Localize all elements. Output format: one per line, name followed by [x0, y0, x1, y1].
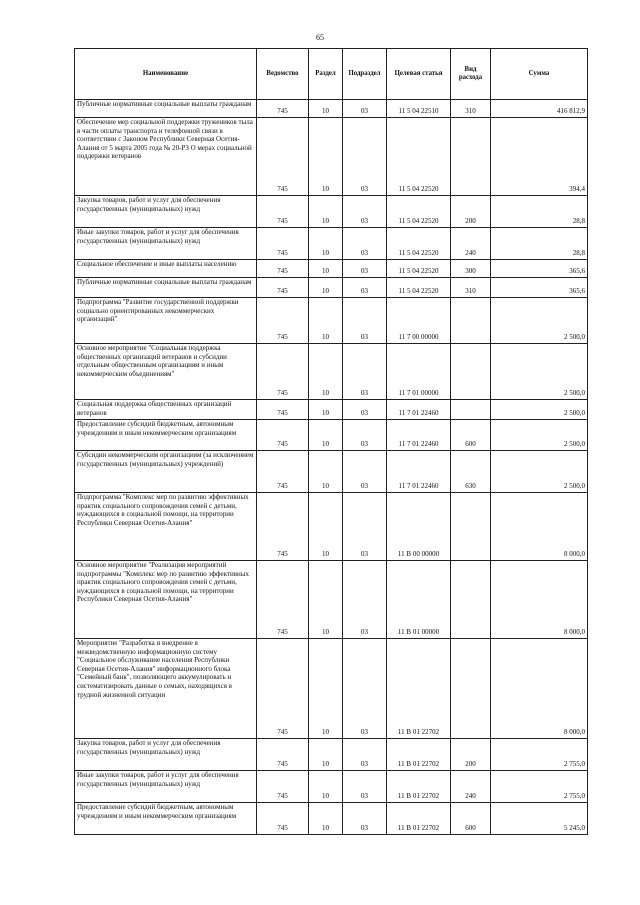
row-razdel: 10 — [309, 420, 343, 451]
table-row — [75, 228, 588, 260]
row-vedomstvo: 745 — [257, 400, 309, 420]
row-vedomstvo: 745 — [257, 493, 309, 561]
row-summa: 8 000,0 — [491, 561, 588, 639]
row-name: Иные закупки товаров, работ и услуг для обеспечения государственных (муниципальных) нужд — [75, 771, 257, 803]
row-razdel: 10 — [309, 298, 343, 344]
row-razdel: 10 — [309, 739, 343, 771]
row-summa: 365,6 — [491, 278, 588, 298]
row-name: Публичные нормативные социальные выплаты гражданам — [75, 278, 257, 298]
row-statya: 11 В 01 00000 — [387, 561, 451, 639]
table-row — [75, 451, 588, 493]
table-header-row — [75, 49, 588, 100]
table-row — [75, 196, 588, 228]
row-podrazdel: 03 — [343, 771, 387, 803]
row-podrazdel: 03 — [343, 278, 387, 298]
row-vid: 630 — [451, 451, 491, 493]
row-statya: 11 В 00 00000 — [387, 493, 451, 561]
row-vid: 200 — [451, 739, 491, 771]
row-vid — [451, 639, 491, 739]
row-podrazdel: 03 — [343, 451, 387, 493]
row-vedomstvo: 745 — [257, 561, 309, 639]
row-vid: 310 — [451, 100, 491, 118]
table-row — [75, 344, 588, 400]
table-row — [75, 118, 588, 196]
row-razdel: 10 — [309, 344, 343, 400]
row-razdel: 10 — [309, 561, 343, 639]
row-vedomstvo: 745 — [257, 298, 309, 344]
row-vid — [451, 493, 491, 561]
row-vedomstvo: 745 — [257, 639, 309, 739]
table-row — [75, 420, 588, 451]
row-vedomstvo: 745 — [257, 739, 309, 771]
page-number: 65 — [316, 33, 324, 42]
row-vid — [451, 561, 491, 639]
row-name: Субсидии некоммерческим организациям (за исключением государственных (муниципальных) учреждений) — [75, 451, 257, 493]
row-summa: 8 000,0 — [491, 493, 588, 561]
row-name: Закупка товаров, работ и услуг для обеспечения государственных (муниципальных) нужд — [75, 196, 257, 228]
row-podrazdel: 03 — [343, 639, 387, 739]
table-row — [75, 739, 588, 771]
table-row — [75, 278, 588, 298]
table-row — [75, 260, 588, 278]
row-podrazdel: 03 — [343, 739, 387, 771]
row-statya: 11 5 04 22510 — [387, 100, 451, 118]
row-summa: 28,8 — [491, 228, 588, 260]
row-vedomstvo: 745 — [257, 260, 309, 278]
header-statya: Целевая статья — [387, 49, 451, 100]
row-razdel: 10 — [309, 400, 343, 420]
row-podrazdel: 03 — [343, 196, 387, 228]
row-vedomstvo: 745 — [257, 420, 309, 451]
row-vid: 300 — [451, 260, 491, 278]
row-summa: 2 755,0 — [491, 739, 588, 771]
header-vedomstvo: Ведомство — [257, 49, 309, 100]
row-statya: 11 5 04 22520 — [387, 260, 451, 278]
row-podrazdel: 03 — [343, 228, 387, 260]
row-vid: 600 — [451, 420, 491, 451]
row-razdel: 10 — [309, 100, 343, 118]
header-summa: Сумма — [491, 49, 588, 100]
header-razdel: Раздел — [309, 49, 343, 100]
row-razdel: 10 — [309, 639, 343, 739]
row-vedomstvo: 745 — [257, 771, 309, 803]
row-name: Основное мероприятие "Реализация мероприятий подпрограммы "Комплекс мер по развитию эффективных практик социального сопровождения семей с детьми, нуждающихся в социальной помощи, на территории Республики Северная Осетия-Алания" — [75, 561, 257, 639]
row-name: Подпрограмма "Комплекс мер по развитию эффективных практик социального сопровождения семей с детьми, нуждающихся в социальной помощи, на территории Республики Северная Осетия-Алания" — [75, 493, 257, 561]
row-name: Предоставление субсидий бюджетным, автономным учреждениям и иным некоммерческим организациям — [75, 420, 257, 451]
row-statya: 11 7 01 22460 — [387, 420, 451, 451]
row-summa: 2 755,0 — [491, 771, 588, 803]
row-vid: 310 — [451, 278, 491, 298]
row-podrazdel: 03 — [343, 561, 387, 639]
table-row — [75, 561, 588, 639]
row-name: Социальная поддержка общественных организаций ветеранов — [75, 400, 257, 420]
row-statya: 11 7 01 22460 — [387, 451, 451, 493]
row-summa: 365,6 — [491, 260, 588, 278]
row-podrazdel: 03 — [343, 118, 387, 196]
row-razdel: 10 — [309, 196, 343, 228]
row-statya: 11 В 01 22702 — [387, 771, 451, 803]
row-vedomstvo: 745 — [257, 344, 309, 400]
row-statya: 11 В 01 22702 — [387, 803, 451, 835]
row-vid: 200 — [451, 196, 491, 228]
header-name: Наименование — [75, 49, 257, 100]
table-row — [75, 639, 588, 739]
row-podrazdel: 03 — [343, 100, 387, 118]
table-row — [75, 100, 588, 118]
row-podrazdel: 03 — [343, 493, 387, 561]
row-name: Предоставление субсидий бюджетным, автономным учреждениям и иным некоммерческим организациям — [75, 803, 257, 835]
row-podrazdel: 03 — [343, 803, 387, 835]
row-vid: 240 — [451, 771, 491, 803]
row-summa: 2 500,0 — [491, 344, 588, 400]
row-razdel: 10 — [309, 803, 343, 835]
table-row — [75, 400, 588, 420]
row-summa: 2 500,0 — [491, 298, 588, 344]
row-vedomstvo: 745 — [257, 803, 309, 835]
row-razdel: 10 — [309, 118, 343, 196]
row-summa: 416 812,9 — [491, 100, 588, 118]
row-razdel: 10 — [309, 278, 343, 298]
row-vid — [451, 400, 491, 420]
table-row — [75, 298, 588, 344]
table-row — [75, 803, 588, 835]
budget-table — [74, 48, 588, 835]
row-summa: 2 500,0 — [491, 420, 588, 451]
row-vedomstvo: 745 — [257, 228, 309, 260]
row-podrazdel: 03 — [343, 344, 387, 400]
row-statya: 11 В 01 22702 — [387, 639, 451, 739]
row-vid: 600 — [451, 803, 491, 835]
row-razdel: 10 — [309, 771, 343, 803]
row-name: Обеспечение мер социальной поддержки тружеников тыла в части оплаты транспорта и телефонной связи в соответствии с Законом Республики Северная Осетия-Алания от 5 марта 2005 года № 20-РЗ О мерах социальной поддержки ветеранов — [75, 118, 257, 196]
row-name: Основное мероприятие "Социальная поддержка общественных организаций ветеранов и субсидии отдельным общественным организациям и иным некоммерческим объединениям" — [75, 344, 257, 400]
row-podrazdel: 03 — [343, 298, 387, 344]
row-statya: 11 5 04 22520 — [387, 196, 451, 228]
row-statya: 11 В 01 22702 — [387, 739, 451, 771]
row-vid — [451, 118, 491, 196]
row-summa: 8 000,0 — [491, 639, 588, 739]
row-summa: 2 500,0 — [491, 400, 588, 420]
row-razdel: 10 — [309, 493, 343, 561]
header-vid: Вид расхода — [451, 49, 491, 100]
row-vedomstvo: 745 — [257, 118, 309, 196]
row-vid — [451, 344, 491, 400]
table-row — [75, 771, 588, 803]
row-name: Публичные нормативные социальные выплаты гражданам — [75, 100, 257, 118]
row-summa: 394,4 — [491, 118, 588, 196]
row-summa: 2 500,0 — [491, 451, 588, 493]
row-summa: 5 245,0 — [491, 803, 588, 835]
header-podrazdel: Подраздел — [343, 49, 387, 100]
row-statya: 11 5 04 22520 — [387, 228, 451, 260]
row-vid — [451, 298, 491, 344]
row-statya: 11 7 01 00000 — [387, 344, 451, 400]
row-razdel: 10 — [309, 260, 343, 278]
row-name: Иные закупки товаров, работ и услуг для обеспечения государственных (муниципальных) нужд — [75, 228, 257, 260]
row-vedomstvo: 745 — [257, 100, 309, 118]
row-name: Закупка товаров, работ и услуг для обеспечения государственных (муниципальных) нужд — [75, 739, 257, 771]
row-vid: 240 — [451, 228, 491, 260]
row-vedomstvo: 745 — [257, 451, 309, 493]
row-name: Мероприятие "Разработка и внедрение в межведомственную информационную систему "Социальное обслуживание населения Республики Северная Осетия-Алания" информационного блока "Семейный банк", позволяющего аккумулировать и систематизировать данные о семьях, находящихся в трудной жизненной ситуации — [75, 639, 257, 739]
row-name: Подпрограмма "Развитие государственной поддержки социально ориентированных некоммерческих организаций" — [75, 298, 257, 344]
row-podrazdel: 03 — [343, 260, 387, 278]
row-name: Социальное обеспечение и иные выплаты населению — [75, 260, 257, 278]
row-vedomstvo: 745 — [257, 278, 309, 298]
row-statya: 11 5 04 22520 — [387, 118, 451, 196]
row-statya: 11 5 04 22520 — [387, 278, 451, 298]
table-row — [75, 493, 588, 561]
row-podrazdel: 03 — [343, 420, 387, 451]
row-podrazdel: 03 — [343, 400, 387, 420]
row-statya: 11 7 00 00000 — [387, 298, 451, 344]
row-razdel: 10 — [309, 228, 343, 260]
row-vedomstvo: 745 — [257, 196, 309, 228]
row-summa: 28,8 — [491, 196, 588, 228]
row-statya: 11 7 01 22460 — [387, 400, 451, 420]
row-razdel: 10 — [309, 451, 343, 493]
